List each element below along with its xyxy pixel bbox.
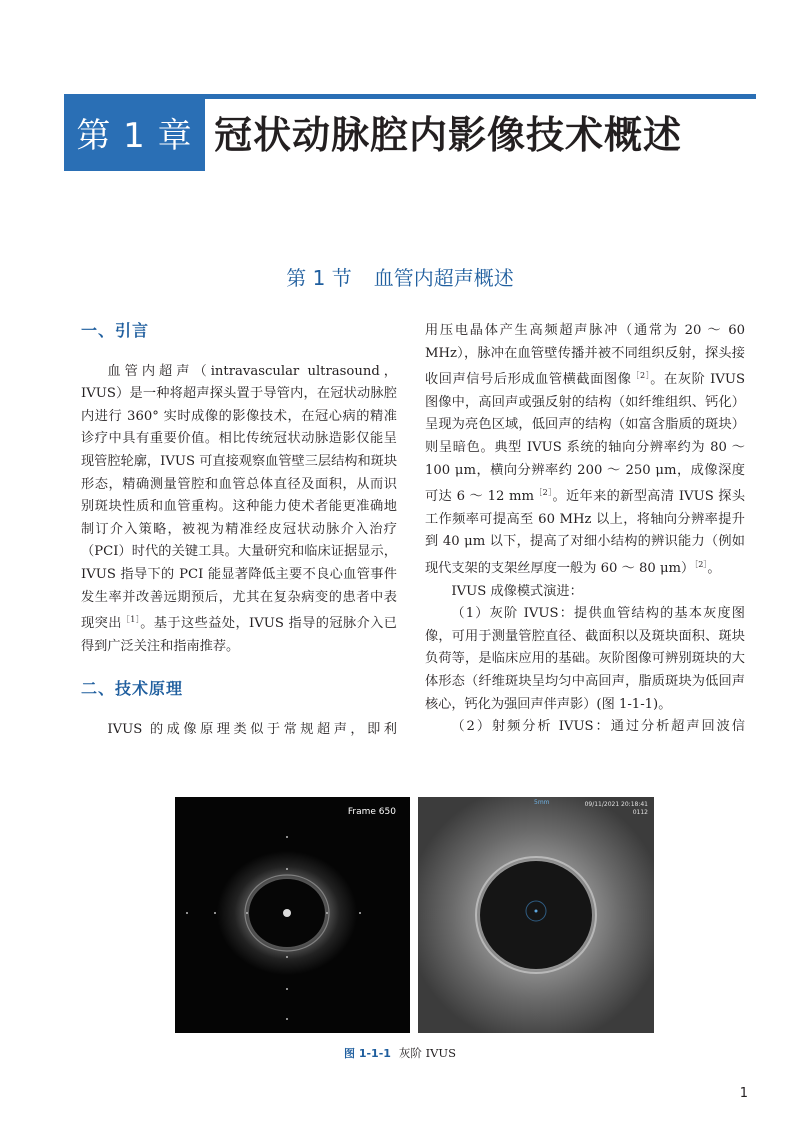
figure-caption-label: 图 1-1-1 xyxy=(344,1047,391,1060)
section-number: 第 1 节 xyxy=(286,266,352,290)
chapter-title: 冠状动脉腔内影像技术概述 xyxy=(214,112,683,157)
right-column xyxy=(425,320,745,739)
left-column xyxy=(81,320,397,742)
citation-ref: ［1］ xyxy=(121,615,141,625)
ivus-image-right xyxy=(418,797,654,1033)
heading-principle: 二、技术原理 xyxy=(81,679,184,699)
citation-ref: ［2］ xyxy=(533,488,553,498)
chapter-header-rule xyxy=(205,94,756,99)
citation-ref: ［2］ xyxy=(694,559,708,569)
intro-text: 血管内超声（intravascular ultrasound，IVUS）是一种将超声探头置于导管内，在冠状动脉腔内进行 360° 实时成像的影像技术，在冠心病的精准诊疗中具有重要价值。相比传统冠状动脉造影仅能呈现管腔轮廓，IVUS 可直接观察血管壁三层结构和斑块形态，精确测量管腔和血管总体直径及面积，从而识别斑块性质和血管重构。这种能力使术者能更准确地制订介入策略，被视为精准经皮冠状动脉介入治疗（PCI）时代的关键工具。大量研究和临床证据显示，IVUS 指导下的 PCI 能显著降低主要不良心血管事件发生率并改善远期预后，尤其在复杂病变的患者中表现突出 xyxy=(81,363,398,632)
principle-paragraph-cont xyxy=(425,320,745,581)
timestamp-text: 09/11/2021 20:18:41 xyxy=(584,801,648,808)
grayscale-paragraph: （1）灰阶 IVUS：提供血管结构的基本灰度图像，可用于测量管腔直径、截面积以及斑块面积、斑块负荷等，是临床应用的基础。灰阶图像可辨别斑块的大体形态（纤维斑块呈均匀中高回声，脂质斑块为低回声核心，钙化为强回声伴声影）(图 1-1-1)。 xyxy=(425,606,745,712)
figure-caption-text: 灰阶 IVUS xyxy=(398,1046,456,1060)
intro-text-end: 。基于这些益处，IVUS 指导的冠脉介入已得到广泛关注和指南推荐。 xyxy=(81,616,397,654)
scale-label: 5mm xyxy=(534,799,550,806)
ivus-image-left xyxy=(175,797,410,1033)
figure-caption xyxy=(0,1045,800,1061)
section-name: 血管内超声概述 xyxy=(373,266,514,290)
rf-paragraph: （2）射频分析 IVUS：通过分析超声回波信 xyxy=(451,719,745,735)
modes-intro: IVUS 成像模式演进： xyxy=(451,583,583,599)
page-number: 1 xyxy=(739,1086,748,1101)
principle-paragraph: IVUS 的成像原理类似于常规超声，即利 xyxy=(107,721,397,737)
ivus-scan-graphic-left xyxy=(175,797,410,1033)
section-title xyxy=(0,262,800,291)
frame-label: Frame 650 xyxy=(347,807,396,817)
principle-text-c: 。近年来的新型高清 IVUS 探头工作频率可提高至 60 MHz 以上，将轴向分辨率提升到 40 μm 以下，提高了对细小结构的辨识能力（例如现代支架的支架丝厚度一般为 60 ～ 80 μm） xyxy=(425,489,746,576)
principle-text-a: 用压电晶体产生高频超声脉冲（通常为 20 ～ 60 MHz），脉冲在血管壁传播并被不同组织反射，探头接收回声信号后形成血管横截面图像 xyxy=(425,323,745,388)
intro-paragraph xyxy=(81,361,397,659)
ivus-scan-graphic-right xyxy=(418,797,654,1033)
principle-text-b: 。在灰阶 IVUS 图像中，高回声或强反射的结构（如纤维组织、钙化）呈现为亮色区域，低回声的结构（如富含脂质的斑块）则呈暗色。典型 IVUS 系统的轴向分辨率约为 80 ～ 100 μm，横向分辨率约 200 ～ 250 μm，成像深度可达 6 ～ 12 mm xyxy=(425,372,746,505)
frame-number-text: 0112 xyxy=(632,809,648,816)
heading-introduction: 一、引言 xyxy=(81,321,150,340)
chapter-label: 第 1 章 xyxy=(64,94,205,171)
timestamp-overlay xyxy=(585,801,648,817)
principle-text-d: 。 xyxy=(707,560,721,576)
citation-ref: ［2］ xyxy=(631,371,651,381)
